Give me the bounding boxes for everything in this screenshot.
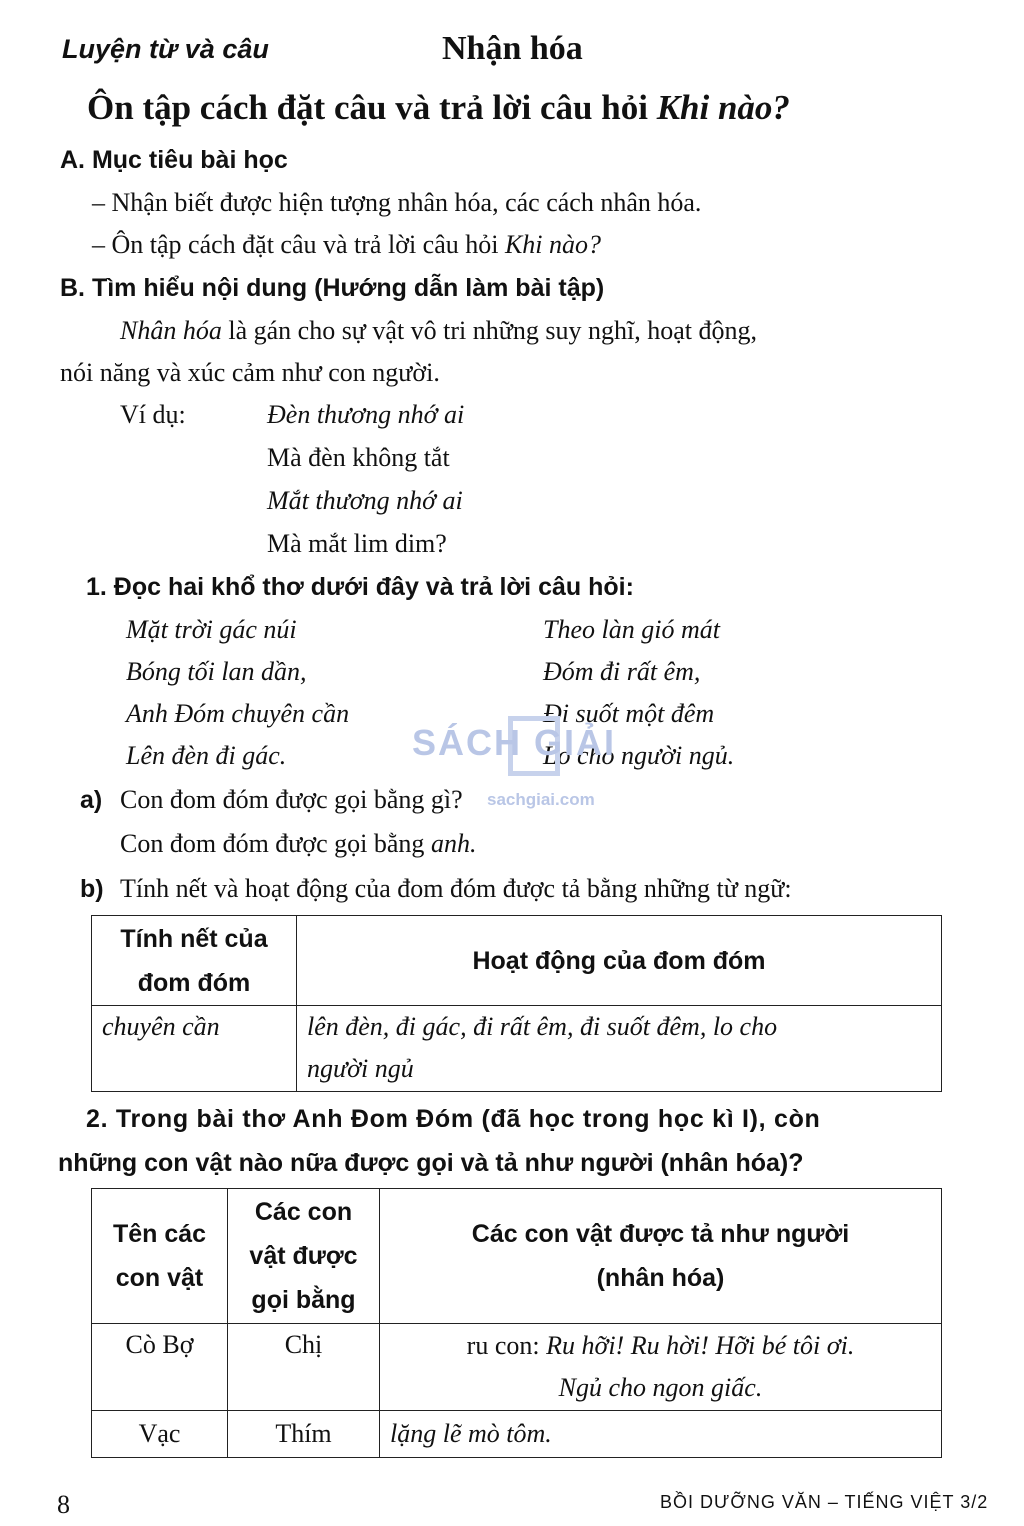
example-label: Ví dụ: (120, 400, 186, 429)
poem-right-4: Lo cho người ngủ. (543, 741, 735, 770)
h3-l1: Các con vật được tả như người (471, 1220, 850, 1248)
h1-l2: con vật (115, 1264, 204, 1292)
definition-line-2: nói năng và xúc cảm như con người. (60, 358, 440, 387)
answer-italic: anh. (430, 829, 477, 858)
poem-left-4: Lên đèn đi gác. (126, 741, 287, 770)
definition-rest: là gán cho sự vật vô tri những suy nghĩ, hoạt động, (221, 316, 757, 345)
section-a-item-1: – Nhận biết được hiện tượng nhân hóa, các cách nhân hóa. (92, 188, 702, 217)
poem-right-1: Theo làn gió mát (543, 615, 720, 644)
header-personified (380, 1189, 942, 1324)
poem-left-1: Mặt trời gác núi (126, 615, 297, 644)
question-1b-label: b) (80, 875, 104, 903)
header-animal-names (92, 1189, 228, 1324)
cell-activities (297, 1006, 942, 1092)
subtitle-main: Ôn tập cách đặt câu và trả lời câu hỏi (87, 88, 657, 127)
cell-activities-l1: lên đèn, đi gác, đi rất êm, đi suốt đêm, lo cho (307, 1012, 778, 1041)
cell-called: Thím (228, 1411, 380, 1458)
table-firefly-row (92, 1006, 942, 1092)
page-number: 8 (57, 1490, 70, 1519)
poem-right-3: Đi suốt một đêm (543, 699, 715, 728)
h2-l3: gọi bằng (251, 1286, 356, 1314)
example-line-3: Mắt thương nhớ ai (267, 486, 463, 515)
table-animals-header-row (92, 1189, 942, 1324)
cell-description (380, 1324, 942, 1411)
header-personality-l2: đom đóm (137, 968, 251, 997)
question-2-prompt-line-2: những con vật nào nữa được gọi và tả như người (nhân hóa)? (58, 1149, 804, 1177)
table-firefly (91, 915, 942, 1092)
definition-term: Nhân hóa (120, 316, 222, 345)
h2-l1: Các con (254, 1198, 353, 1226)
header-called-by (228, 1189, 380, 1324)
item-2-italic: Khi nào? (504, 230, 602, 259)
desc-plain: ru con: (466, 1331, 547, 1360)
section-b-heading: B. Tìm hiểu nội dung (Hướng dẫn làm bài tập) (60, 274, 605, 302)
question-1a-text: Con đom đóm được gọi bằng gì? (120, 785, 463, 814)
definition-line-1 (120, 316, 757, 346)
h2-l2: vật được (249, 1242, 358, 1270)
section-a-item-2 (92, 230, 601, 260)
desc-italic-1: Ru hỡi! Ru hời! Hỡi bé tôi ơi. (546, 1331, 855, 1360)
cell-called: Chị (228, 1324, 380, 1411)
poem-left-2: Bóng tối lan dần, (126, 657, 307, 686)
cell-animal: Vạc (92, 1411, 228, 1458)
table-firefly-header-row (92, 916, 942, 1006)
poem-left-3: Anh Đóm chuyên cần (126, 699, 350, 728)
question-2-prompt-line-1: 2. Trong bài thơ Anh Đom Đóm (đã học trong học kì I), còn (86, 1105, 821, 1133)
lesson-title: Nhận hóa (442, 30, 583, 67)
watermark-url: sachgiai.com (487, 790, 595, 809)
example-line-4: Mà mắt lim dim? (267, 529, 447, 558)
table-row (92, 1411, 942, 1458)
item-2-text: – Ôn tập cách đặt câu và trả lời câu hỏi (92, 230, 505, 259)
example-line-2: Mà đèn không tắt (267, 443, 450, 472)
watermark-brand: SÁCH GIẢI (412, 722, 617, 763)
section-label: Luyện từ và câu (62, 34, 269, 64)
cell-activities-l2: người ngủ (307, 1054, 414, 1083)
section-a-heading: A. Mục tiêu bài học (60, 146, 288, 174)
cell-personality: chuyên cần (92, 1006, 297, 1092)
question-1a-label: a) (80, 786, 103, 814)
answer-main: Con đom đóm được gọi bằng (120, 829, 431, 858)
question-1a-answer (120, 829, 476, 859)
question-1-prompt: 1. Đọc hai khổ thơ dưới đây và trả lời câu hỏi: (86, 573, 634, 601)
header-activities: Hoạt động của đom đóm (297, 916, 942, 1006)
subtitle-italic: Khi nào? (656, 88, 790, 127)
header-personality-l1: Tính nết của (120, 924, 268, 953)
header-personality (92, 916, 297, 1006)
table-animals (91, 1188, 942, 1458)
cell-description: lặng lẽ mò tôm. (380, 1411, 942, 1458)
desc-italic-2: Ngủ cho ngon giấc. (558, 1373, 763, 1402)
table-row (92, 1324, 942, 1411)
lesson-subtitle (87, 88, 790, 128)
question-1b-text: Tính nết và hoạt động của đom đóm được tả bằng những từ ngữ: (120, 874, 792, 903)
cell-animal: Cò Bợ (92, 1324, 228, 1411)
example-line-1: Đèn thương nhớ ai (267, 400, 465, 429)
h1-l1: Tên các (112, 1220, 207, 1248)
poem-right-2: Đóm đi rất êm, (543, 657, 701, 686)
h3-l2: (nhân hóa) (596, 1264, 725, 1292)
book-title: BỒI DƯỠNG VĂN – TIẾNG VIỆT 3/2 (660, 1492, 989, 1512)
